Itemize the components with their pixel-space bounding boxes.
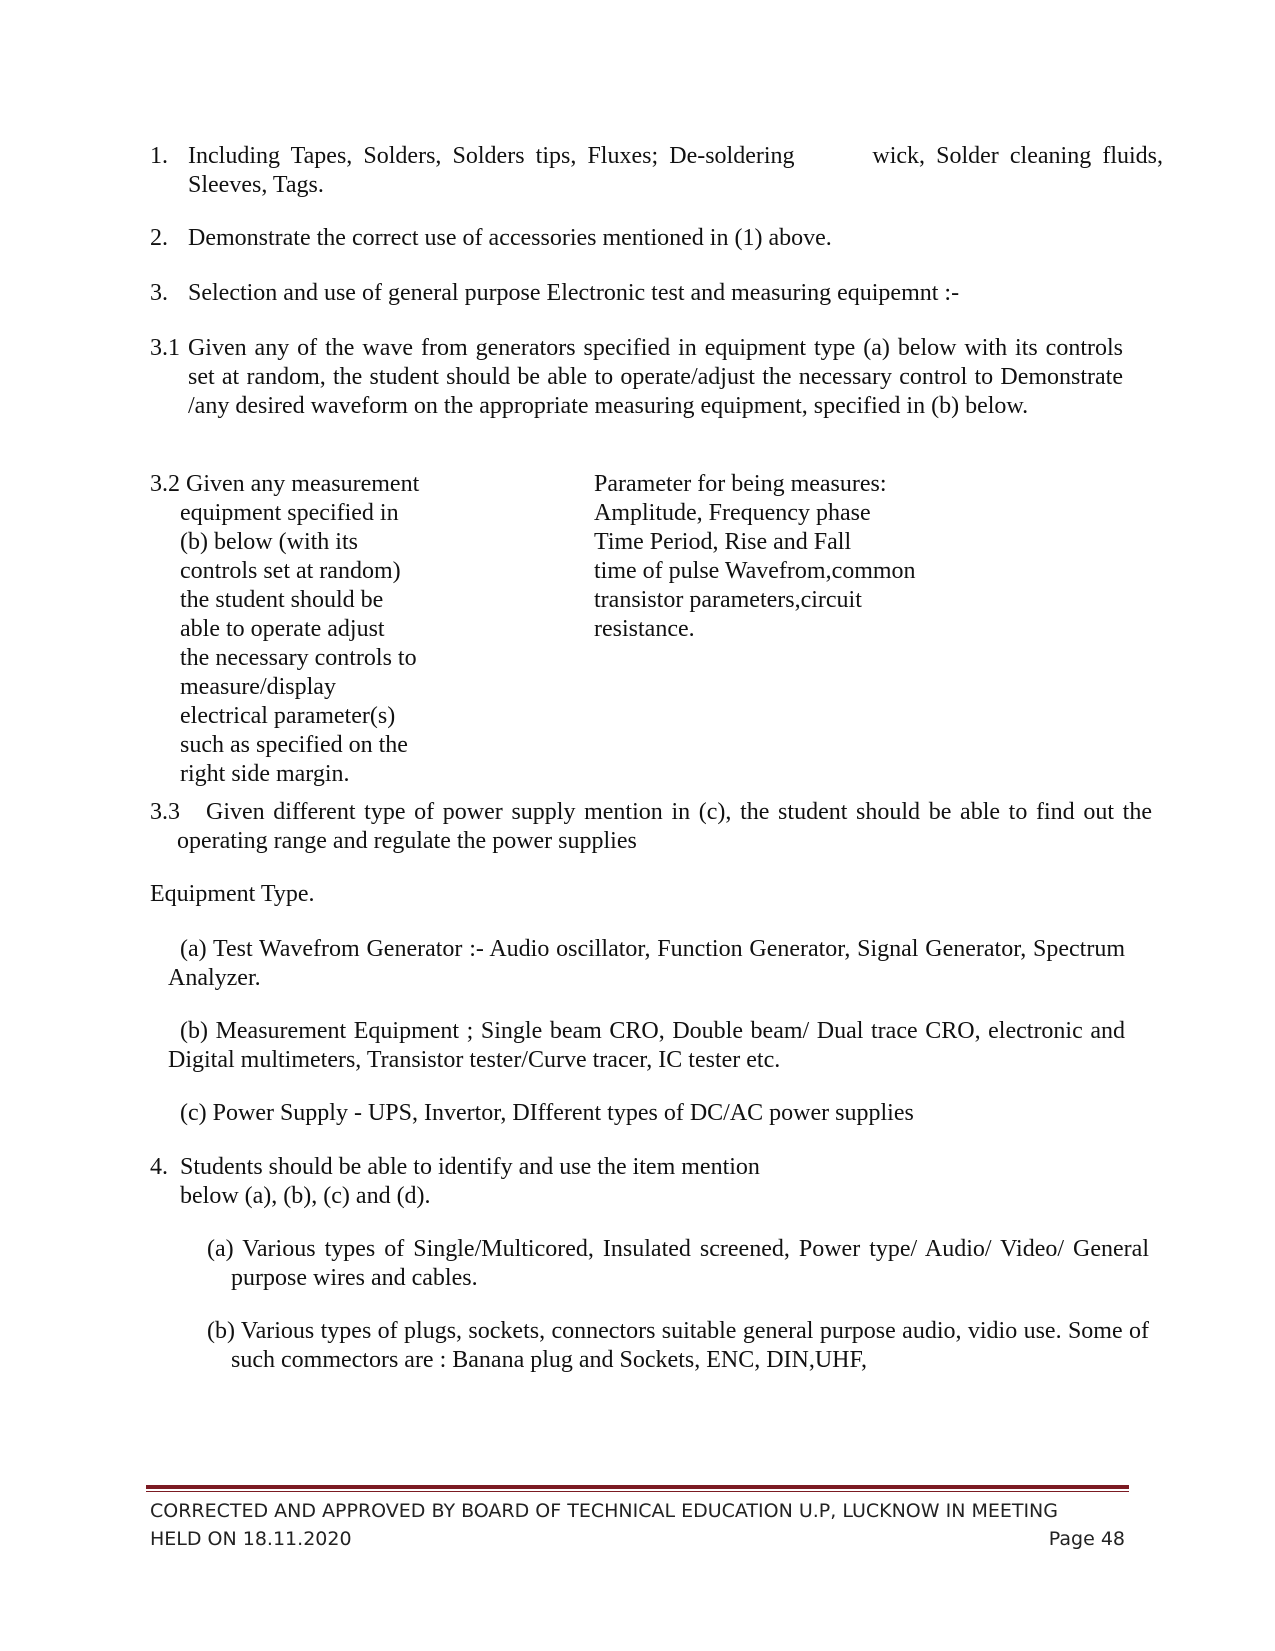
item-text: (c) Power Supply - UPS, Invertor, DIfferent types of DC/AC power supplies bbox=[180, 1100, 914, 1126]
item-text: (a) Test Wavefrom Generator :- Audio oscillator, Function Generator, Signal Generator, Spectrum Analyzer. bbox=[168, 936, 1125, 991]
text-line: electrical parameter(s) bbox=[180, 703, 396, 729]
page-footer bbox=[150, 1497, 1125, 1553]
item-text: (b) Measurement Equipment ; Single beam CRO, Double beam/ Dual trace CRO, electronic and Digital multimeters, Transistor tester/Curve tracer, IC tester etc. bbox=[168, 1018, 1125, 1073]
text-line: the student should be bbox=[180, 587, 384, 613]
footer-rule-thin bbox=[146, 1491, 1129, 1492]
item-text: Selection and use of general purpose Electronic test and measuring equipemnt :- bbox=[188, 280, 960, 306]
list-item-1 bbox=[150, 142, 1163, 200]
equipment-c bbox=[180, 1099, 1125, 1128]
item-text: 3.1 Given any of the wave from generators specified in equipment type (a) below with its controls set at random, the student should be able to operate/adjust the necessary control to Demonstrate /any desired waveform on the appropriate measuring equipment, specified in (b) below. bbox=[150, 335, 1123, 419]
item-number: 2. bbox=[150, 225, 168, 251]
equipment-a bbox=[168, 935, 1125, 993]
footer-second-row bbox=[150, 1525, 1125, 1553]
footer-rule-thick bbox=[146, 1485, 1129, 1489]
list-item-3-1 bbox=[150, 334, 1123, 421]
list-item-3 bbox=[150, 279, 1125, 308]
list-item-4-a bbox=[207, 1235, 1149, 1293]
text-line: right side margin. bbox=[180, 761, 350, 787]
text-line: 3.2 Given any measurement bbox=[150, 471, 420, 497]
page-number: Page 48 bbox=[1048, 1528, 1125, 1550]
text-line: able to operate adjust bbox=[180, 616, 385, 642]
text-line: equipment specified in bbox=[180, 500, 399, 526]
text-line: 4. Students should be able to identify and use the item mention bbox=[150, 1154, 760, 1180]
item-text: (a) Various types of Single/Multicored, Insulated screened, Power type/ Audio/ Video/ General purpose wires and cables. bbox=[207, 1236, 1149, 1291]
item-text: 3.3 Given different type of power supply mention in (c), the student should be able to find out the operating range and regulate the power supplies bbox=[150, 799, 1152, 854]
text-line: such as specified on the bbox=[180, 732, 408, 758]
list-item-3-3 bbox=[150, 798, 1152, 856]
item-text: Including Tapes, Solders, Solders tips, Fluxes; De-soldering wick, Solder cleaning fluids, Sleeves, Tags. bbox=[188, 143, 1163, 198]
list-item-4-b bbox=[207, 1317, 1149, 1375]
footer-meeting-date: HELD ON 18.11.2020 bbox=[150, 1528, 352, 1550]
item-text: Demonstrate the correct use of accessories mentioned in (1) above. bbox=[188, 225, 832, 251]
text-line: resistance. bbox=[594, 616, 695, 642]
item-3-2-left-column bbox=[150, 470, 450, 789]
text-line: the necessary controls to bbox=[180, 645, 417, 671]
text-line: controls set at random) bbox=[180, 558, 401, 584]
text-line: Parameter for being measures: bbox=[594, 471, 887, 497]
item-number: 3. bbox=[150, 280, 168, 306]
text-line: transistor parameters,circuit bbox=[594, 587, 862, 613]
text-line: Time Period, Rise and Fall bbox=[594, 529, 852, 555]
list-item-4 bbox=[150, 1153, 950, 1211]
heading-text: Equipment Type. bbox=[150, 881, 315, 907]
text-line: measure/display bbox=[180, 674, 336, 700]
text-line: (b) below (with its bbox=[180, 529, 358, 555]
text-line: Amplitude, Frequency phase bbox=[594, 500, 871, 526]
text-line: time of pulse Wavefrom,common bbox=[594, 558, 916, 584]
item-3-2-right-column bbox=[594, 470, 954, 644]
equipment-type-heading bbox=[150, 880, 1125, 909]
text-line: below (a), (b), (c) and (d). bbox=[180, 1183, 431, 1209]
item-number: 1. bbox=[150, 143, 168, 169]
list-item-2 bbox=[150, 224, 1125, 253]
item-text: (b) Various types of plugs, sockets, connectors suitable general purpose audio, vidio use. Some of such commectors are : Banana plug and Sockets, ENC, DIN,UHF, bbox=[207, 1318, 1149, 1373]
equipment-b bbox=[168, 1017, 1125, 1075]
footer-approval-line: CORRECTED AND APPROVED BY BOARD OF TECHNICAL EDUCATION U.P, LUCKNOW IN MEETING bbox=[150, 1500, 1058, 1522]
